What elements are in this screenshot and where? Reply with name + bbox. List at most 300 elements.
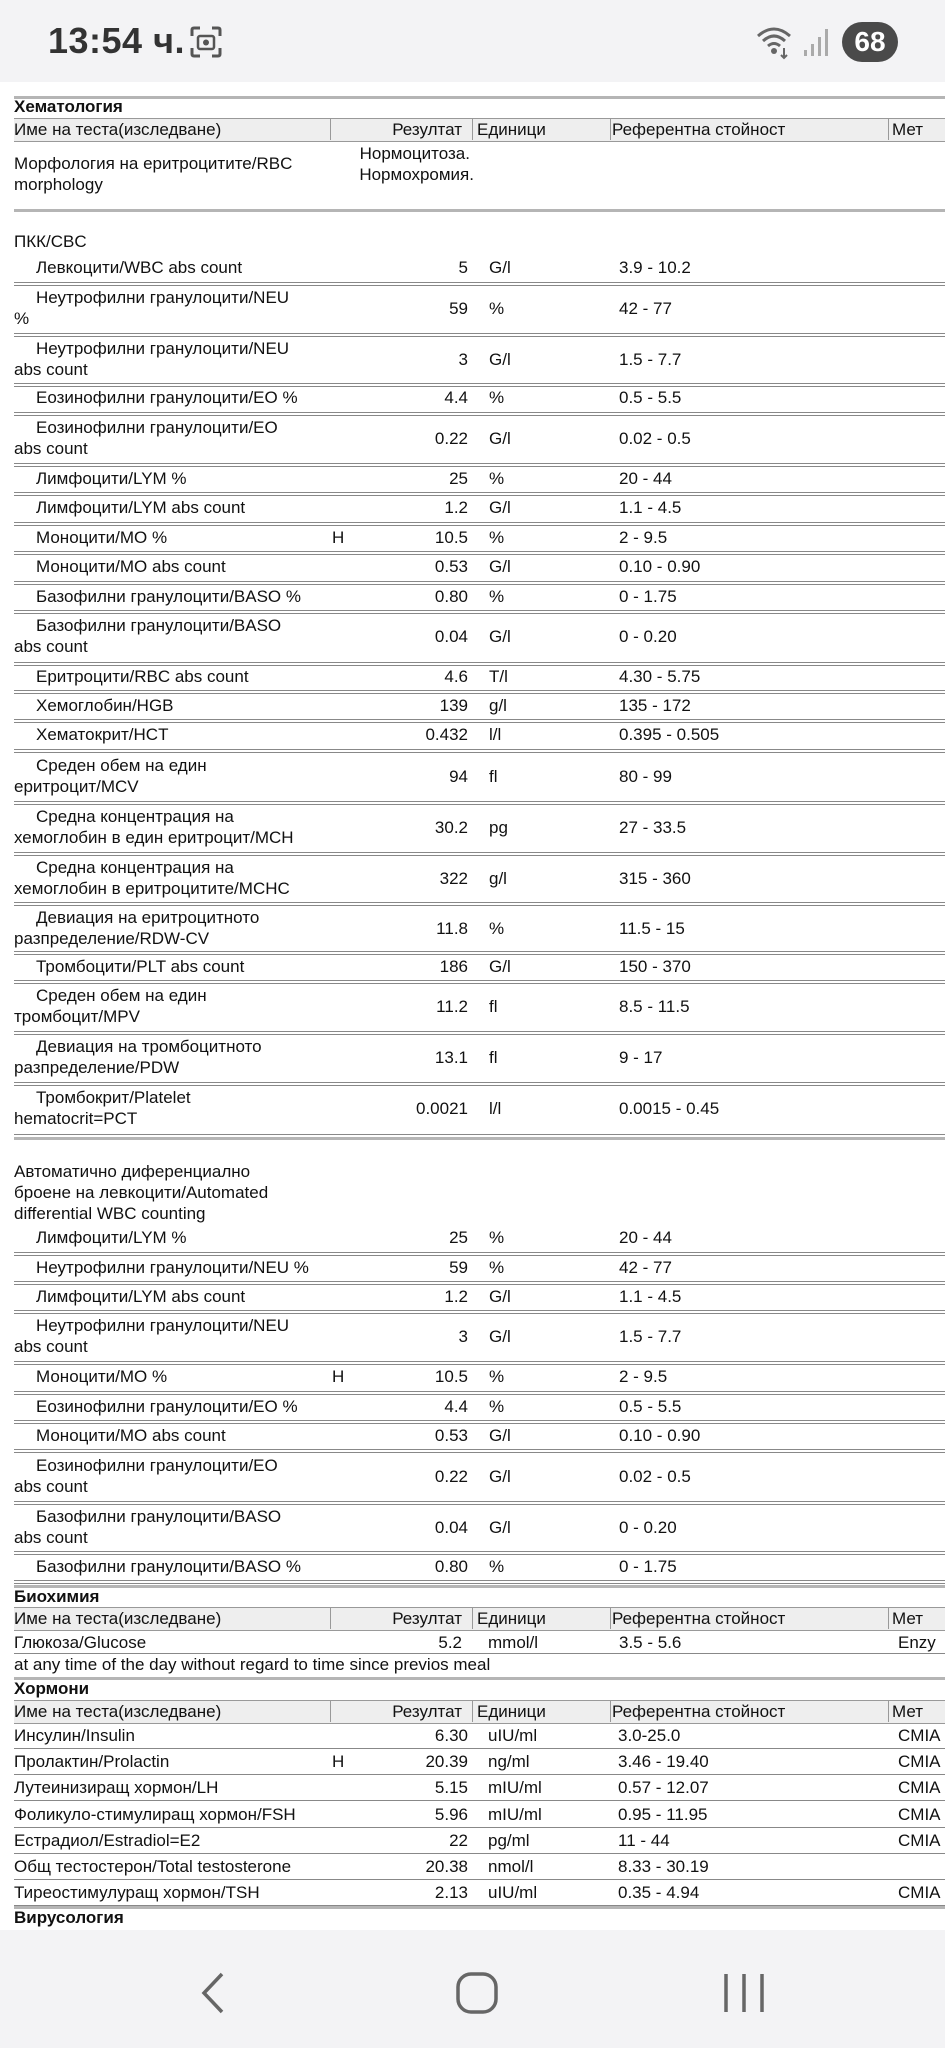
row-unit: % (489, 1367, 505, 1386)
row-result: 30.2 (434, 818, 468, 837)
row-result: 4.4 (444, 388, 468, 407)
row-reference: 0.5 - 5.5 (619, 388, 682, 407)
row-method: CMIA (898, 1831, 941, 1850)
row-divider (14, 554, 945, 555)
row-unit: uIU/ml (488, 1883, 538, 1902)
row-divider (14, 1501, 945, 1502)
screenshot-icon (188, 24, 224, 60)
row-name: Еозинофилни гранулоцити/EO (36, 418, 278, 437)
row-divider (14, 804, 945, 805)
row-unit: % (489, 587, 505, 606)
row-divider (14, 801, 945, 802)
row-reference: 1.1 - 4.5 (619, 1287, 682, 1306)
subsection-title-cbc: ПКК/CBC (14, 232, 87, 251)
row-reference: 3.5 - 5.6 (619, 1633, 682, 1652)
row-flag: H (332, 1367, 345, 1386)
column-separator (330, 1607, 331, 1629)
row-unit: T/l (489, 667, 508, 686)
row-unit: % (489, 1557, 505, 1576)
row-result: 11.8 (436, 919, 468, 938)
row-result: 0.22 (434, 1467, 468, 1486)
row-unit: G/l (489, 1426, 511, 1445)
row-reference: 0.10 - 0.90 (619, 1426, 701, 1445)
column-separator (888, 1700, 889, 1722)
row-divider (14, 983, 945, 984)
row-reference: 0.02 - 0.5 (619, 429, 691, 448)
row-result: Нормоцитоза. (359, 144, 470, 163)
row-reference: 11.5 - 15 (619, 919, 685, 938)
row-divider (14, 522, 945, 523)
lab-results-document[interactable] (0, 82, 945, 1930)
row-name: разпределение/PDW (14, 1058, 180, 1077)
column-separator (330, 1700, 331, 1722)
row-divider (14, 852, 945, 853)
row-divider (14, 693, 945, 694)
back-icon[interactable] (196, 1970, 232, 2016)
row-divider (14, 495, 945, 496)
row-divider (14, 613, 945, 614)
row-name: morphology (14, 175, 103, 194)
header-reference: Референтна стойност (612, 1609, 786, 1628)
row-reference: 3.0-25.0 (618, 1726, 681, 1745)
row-reference: 80 - 99 (619, 767, 672, 786)
row-result: 5.96 (434, 1805, 468, 1824)
row-method: CMIA (898, 1752, 941, 1771)
column-separator (330, 118, 331, 140)
row-result: 0.22 (434, 429, 468, 448)
row-method: Enzy (898, 1633, 936, 1652)
row-divider (14, 1284, 945, 1285)
row-result: 139 (439, 696, 468, 715)
row-reference: 135 - 172 (619, 696, 691, 715)
subsection-title-differential: Автоматично диференциално (14, 1162, 251, 1181)
row-divider (14, 1449, 945, 1450)
row-name: Базофилни гранулоцити/BASO (36, 1507, 282, 1526)
row-divider (14, 282, 945, 283)
row-name: Моноцити/MO abs count (36, 557, 226, 576)
row-divider (14, 1800, 945, 1801)
row-unit: uIU/ml (488, 1726, 538, 1745)
row-result: 59 (449, 299, 468, 318)
row-divider (14, 492, 945, 493)
row-divider (14, 1391, 945, 1392)
row-name: abs count (14, 360, 88, 379)
row-name: Лимфоцити/LYM % (36, 1228, 187, 1247)
header-result: Резултат (392, 120, 462, 139)
row-unit: G/l (489, 557, 511, 576)
row-name: Инсулин/Insulin (14, 1726, 135, 1745)
row-divider (14, 665, 945, 666)
row-divider (14, 1420, 945, 1421)
row-divider (14, 1394, 945, 1395)
row-name: Морфология на еритроцитите/RBC (14, 154, 293, 173)
row-name: Еритроцити/RBC abs count (36, 667, 249, 686)
row-name: Средна концентрация на (36, 858, 234, 877)
row-unit: % (489, 469, 505, 488)
row-reference: 0.02 - 0.5 (619, 1467, 691, 1486)
section-title-biochemistry: Биохимия (14, 1587, 100, 1606)
row-divider (14, 386, 945, 387)
row-method: CMIA (898, 1805, 941, 1824)
row-divider (14, 905, 945, 906)
row-reference: 3.9 - 10.2 (619, 258, 691, 277)
row-result: 20.38 (425, 1857, 468, 1876)
row-reference: 0.395 - 0.505 (619, 725, 720, 744)
row-result: 0.80 (434, 1557, 468, 1576)
header-name: Име на теста(изследване) (14, 1609, 222, 1628)
row-divider (14, 1134, 945, 1135)
row-unit: % (489, 1228, 505, 1247)
header-result: Резултат (392, 1609, 462, 1628)
row-reference: 0 - 1.75 (619, 587, 677, 606)
header-units: Единици (477, 1702, 546, 1721)
row-divider (14, 1580, 945, 1581)
row-name: Лутеинизиращ хормон/LH (14, 1778, 219, 1797)
row-divider (14, 1554, 945, 1555)
row-name: еритроцит/MCV (14, 777, 139, 796)
row-unit: % (489, 528, 505, 547)
row-name: разпределение/RDW-CV (14, 929, 210, 948)
row-unit: g/l (489, 869, 507, 888)
divider (14, 1585, 945, 1588)
row-result: 0.53 (434, 557, 468, 576)
row-result: 3 (458, 350, 468, 369)
row-divider (14, 951, 945, 952)
row-method: CMIA (898, 1778, 941, 1797)
row-name: Базофилни гранулоцити/BASO % (36, 587, 301, 606)
row-name: Хемоглобин/HGB (36, 696, 174, 715)
row-unit: l/l (489, 1099, 502, 1118)
row-unit: mIU/ml (488, 1805, 542, 1824)
row-reference: 4.30 - 5.75 (619, 667, 701, 686)
row-reference: 315 - 360 (619, 869, 691, 888)
divider (14, 1906, 945, 1909)
row-result: 10.5 (434, 528, 468, 547)
column-separator (888, 118, 889, 140)
row-unit: % (489, 1397, 505, 1416)
row-result: 2.13 (434, 1883, 468, 1902)
row-result: 20.39 (425, 1752, 468, 1771)
row-unit: % (489, 1258, 505, 1277)
row-reference: 0.0015 - 0.45 (619, 1099, 720, 1118)
column-separator (472, 1700, 473, 1722)
column-separator (610, 1700, 611, 1722)
row-result: 0.0021 (416, 1099, 468, 1118)
row-divider (14, 1423, 945, 1424)
row-divider (14, 1774, 945, 1775)
row-name: Тиреостимулуращ хормон/TSH (14, 1883, 260, 1902)
row-unit: G/l (489, 1467, 511, 1486)
row-unit: % (489, 919, 505, 938)
row-result: 0.432 (425, 725, 468, 744)
row-method: CMIA (898, 1883, 941, 1902)
header-name: Име на теста(изследване) (14, 1702, 222, 1721)
row-divider (14, 463, 945, 464)
row-reference: 0 - 1.75 (619, 1557, 677, 1576)
row-result: 10.5 (434, 1367, 468, 1386)
row-reference: 20 - 44 (619, 469, 672, 488)
row-name: хемоглобин в еритроцитите/MCHC (14, 879, 290, 898)
row-name: Лимфоцити/LYM abs count (36, 498, 246, 517)
row-divider (14, 610, 945, 611)
row-name: Естрадиол/Estradiol=E2 (14, 1831, 201, 1850)
home-icon[interactable] (454, 1970, 500, 2016)
row-name: хемоглобин в един еритроцит/MCH (14, 828, 294, 847)
row-reference: 1.5 - 7.7 (619, 1327, 682, 1346)
row-unit: % (489, 299, 505, 318)
row-unit: fl (489, 1048, 498, 1067)
row-method: CMIA (898, 1726, 941, 1745)
row-unit: mmol/l (488, 1633, 539, 1652)
row-divider (14, 752, 945, 753)
row-reference: 9 - 17 (619, 1048, 663, 1067)
row-unit: G/l (489, 1287, 511, 1306)
row-divider (14, 690, 945, 691)
row-divider (14, 1034, 945, 1035)
row-divider (14, 1082, 945, 1083)
row-divider (14, 525, 945, 526)
row-name: Левкоцити/WBC abs count (36, 258, 243, 277)
row-divider (14, 333, 945, 334)
row-divider (14, 1504, 945, 1505)
row-reference: 0.57 - 12.07 (618, 1778, 709, 1797)
row-unit: fl (489, 997, 498, 1016)
row-flag: H (332, 528, 345, 547)
row-name: Девиация на тромбоцитното (36, 1037, 262, 1056)
row-reference: 150 - 370 (619, 957, 691, 976)
row-name: Неутрофилни гранулоцити/NEU (36, 288, 290, 307)
row-name: Пролактин/Prolactin (14, 1752, 170, 1771)
row-result: 13.1 (434, 1048, 468, 1067)
row-name: Хематокрит/HCT (36, 725, 169, 744)
row-name: abs count (14, 1337, 88, 1356)
row-name: Глюкоза/Glucose (14, 1633, 147, 1652)
row-divider (14, 1879, 945, 1880)
row-result: 186 (439, 957, 468, 976)
row-name: hematocrit=PCT (14, 1109, 138, 1128)
row-divider (14, 1827, 945, 1828)
row-divider (14, 1551, 945, 1552)
divider (14, 209, 945, 212)
row-divider (14, 1452, 945, 1453)
row-name: Моноцити/MO % (36, 1367, 168, 1386)
row-reference: 1.1 - 4.5 (619, 498, 682, 517)
section-title-hormones: Хормони (14, 1679, 90, 1698)
row-divider (14, 466, 945, 467)
divider (14, 1137, 945, 1140)
row-result: Нормохромия. (359, 165, 474, 184)
row-unit: % (489, 388, 505, 407)
row-reference: 0.10 - 0.90 (619, 557, 701, 576)
header-name: Име на теста(изследване) (14, 120, 222, 139)
row-unit: G/l (489, 627, 511, 646)
header-units: Единици (477, 120, 546, 139)
row-divider (14, 1653, 945, 1654)
header-method: Мет (892, 1702, 924, 1721)
row-divider (14, 954, 945, 955)
row-result: 25 (449, 1228, 468, 1247)
header-result: Резултат (392, 1702, 462, 1721)
row-reference: 0 - 0.20 (619, 1518, 677, 1537)
row-name: Среден обем на един (36, 986, 207, 1005)
signal-icon (802, 26, 832, 58)
row-reference: 0 - 0.20 (619, 627, 677, 646)
row-name: Общ тестостерон/Total testosterone (14, 1857, 292, 1876)
row-divider (14, 1313, 945, 1314)
row-reference: 0.95 - 11.95 (618, 1805, 708, 1824)
row-result: 59 (449, 1258, 468, 1277)
subsection-title-differential: differential WBC counting (14, 1204, 206, 1223)
row-name: Еозинофилни гранулоцити/EO % (36, 1397, 298, 1416)
battery-indicator: 68 (842, 22, 898, 62)
row-reference: 42 - 77 (619, 1258, 672, 1277)
row-name: Базофилни гранулоцити/BASO % (36, 1557, 301, 1576)
row-result: 1.2 (444, 498, 468, 517)
row-name: Еозинофилни гранулоцити/EO % (36, 388, 298, 407)
row-result: 5.15 (434, 1778, 468, 1797)
row-name: Неутрофилни гранулоцити/NEU % (36, 1258, 309, 1277)
row-result: 25 (449, 469, 468, 488)
row-name: тромбоцит/MPV (14, 1007, 140, 1026)
header-method: Мет (892, 1609, 924, 1628)
row-divider (14, 1281, 945, 1282)
row-reference: 2 - 9.5 (619, 528, 668, 547)
navigation-bar (0, 1930, 945, 2048)
row-unit: G/l (489, 429, 511, 448)
row-result: 0.53 (434, 1426, 468, 1445)
row-unit: G/l (489, 957, 511, 976)
header-units: Единици (477, 1609, 546, 1628)
row-unit: G/l (489, 258, 511, 277)
row-reference: 11 - 44 (618, 1831, 670, 1850)
column-separator (472, 118, 473, 140)
row-name: abs count (14, 439, 88, 458)
row-divider (14, 749, 945, 750)
row-reference: 8.33 - 30.19 (618, 1857, 709, 1876)
row-divider (14, 336, 945, 337)
section-title-virology: Вирусология (14, 1908, 124, 1927)
section-title-hematology: Хематология (14, 97, 123, 116)
row-name: Тромбоцити/PLT abs count (36, 957, 245, 976)
row-divider (14, 1853, 945, 1854)
row-name: abs count (14, 1477, 88, 1496)
row-reference: 1.5 - 7.7 (619, 350, 682, 369)
row-divider (14, 581, 945, 582)
row-unit: nmol/l (488, 1857, 534, 1876)
row-result: 322 (439, 869, 468, 888)
biochemistry-note: at any time of the day without regard to time since previos meal (14, 1655, 491, 1674)
row-name: Средна концентрация на (36, 807, 234, 826)
row-name: Среден обем на един (36, 756, 207, 775)
status-time: 13:54 ч. (48, 20, 185, 61)
row-name: Фоликуло-стимулиращ хормон/FSH (14, 1805, 296, 1824)
row-result: 94 (449, 767, 468, 786)
row-unit: mIU/ml (488, 1778, 542, 1797)
row-reference: 2 - 9.5 (619, 1367, 668, 1386)
divider (14, 1677, 945, 1680)
row-result: 0.80 (434, 587, 468, 606)
header-reference: Референтна стойност (612, 1702, 786, 1721)
row-unit: pg (489, 818, 508, 837)
column-separator (888, 1607, 889, 1629)
row-divider (14, 1252, 945, 1253)
row-divider (14, 662, 945, 663)
row-divider (14, 855, 945, 856)
row-result: 5 (458, 258, 468, 277)
row-result: 4.4 (444, 1397, 468, 1416)
row-reference: 0.35 - 4.94 (618, 1883, 700, 1902)
row-divider (14, 383, 945, 384)
recent-apps-icon[interactable] (720, 1970, 768, 2016)
row-result: 5.2 (438, 1633, 462, 1652)
row-name: Девиация на еритроцитното (36, 908, 260, 927)
row-divider (14, 1583, 945, 1584)
row-divider (14, 1255, 945, 1256)
row-divider (14, 415, 945, 416)
row-divider (14, 1310, 945, 1311)
row-unit: ng/ml (488, 1752, 530, 1771)
row-reference: 27 - 33.5 (619, 818, 687, 837)
row-flag: H (332, 1752, 345, 1771)
column-separator (472, 1607, 473, 1629)
row-result: 22 (449, 1831, 468, 1850)
row-unit: l/l (489, 725, 502, 744)
row-name: abs count (14, 1528, 88, 1547)
row-divider (14, 584, 945, 585)
row-name: Тромбокрит/Platelet (36, 1088, 191, 1107)
row-result: 1.2 (444, 1287, 468, 1306)
subsection-title-differential: броене на левкоцити/Automated (14, 1183, 269, 1202)
row-name: abs count (14, 637, 88, 656)
row-name: Лимфоцити/LYM % (36, 469, 187, 488)
row-divider (14, 902, 945, 903)
row-result: 0.04 (434, 1518, 468, 1537)
row-divider (14, 980, 945, 981)
row-divider (14, 722, 945, 723)
row-name: % (14, 309, 30, 328)
row-name: Неутрофилни гранулоцити/NEU (36, 1316, 290, 1335)
header-method: Мет (892, 120, 924, 139)
row-unit: g/l (489, 696, 507, 715)
row-unit: G/l (489, 1327, 511, 1346)
row-name: Моноцити/MO % (36, 528, 168, 547)
row-unit: G/l (489, 498, 511, 517)
row-unit: fl (489, 767, 498, 786)
status-bar (0, 0, 945, 82)
header-reference: Референтна стойност (612, 120, 786, 139)
row-divider (14, 1031, 945, 1032)
row-divider (14, 1364, 945, 1365)
row-name: Неутрофилни гранулоцити/NEU (36, 339, 290, 358)
wifi-icon (754, 24, 794, 60)
row-divider (14, 1361, 945, 1362)
row-reference: 0.5 - 5.5 (619, 1397, 682, 1416)
row-result: 4.6 (444, 667, 468, 686)
row-unit: G/l (489, 1518, 511, 1537)
divider (14, 96, 945, 99)
row-result: 6.30 (434, 1726, 468, 1745)
row-reference: 8.5 - 11.5 (619, 997, 690, 1016)
row-reference: 42 - 77 (619, 299, 672, 318)
column-separator (610, 1607, 611, 1629)
column-separator (610, 118, 611, 140)
row-divider (14, 1748, 945, 1749)
row-divider (14, 412, 945, 413)
row-divider (14, 1085, 945, 1086)
row-unit: pg/ml (488, 1831, 530, 1850)
row-result: 0.04 (434, 627, 468, 646)
row-unit: G/l (489, 350, 511, 369)
